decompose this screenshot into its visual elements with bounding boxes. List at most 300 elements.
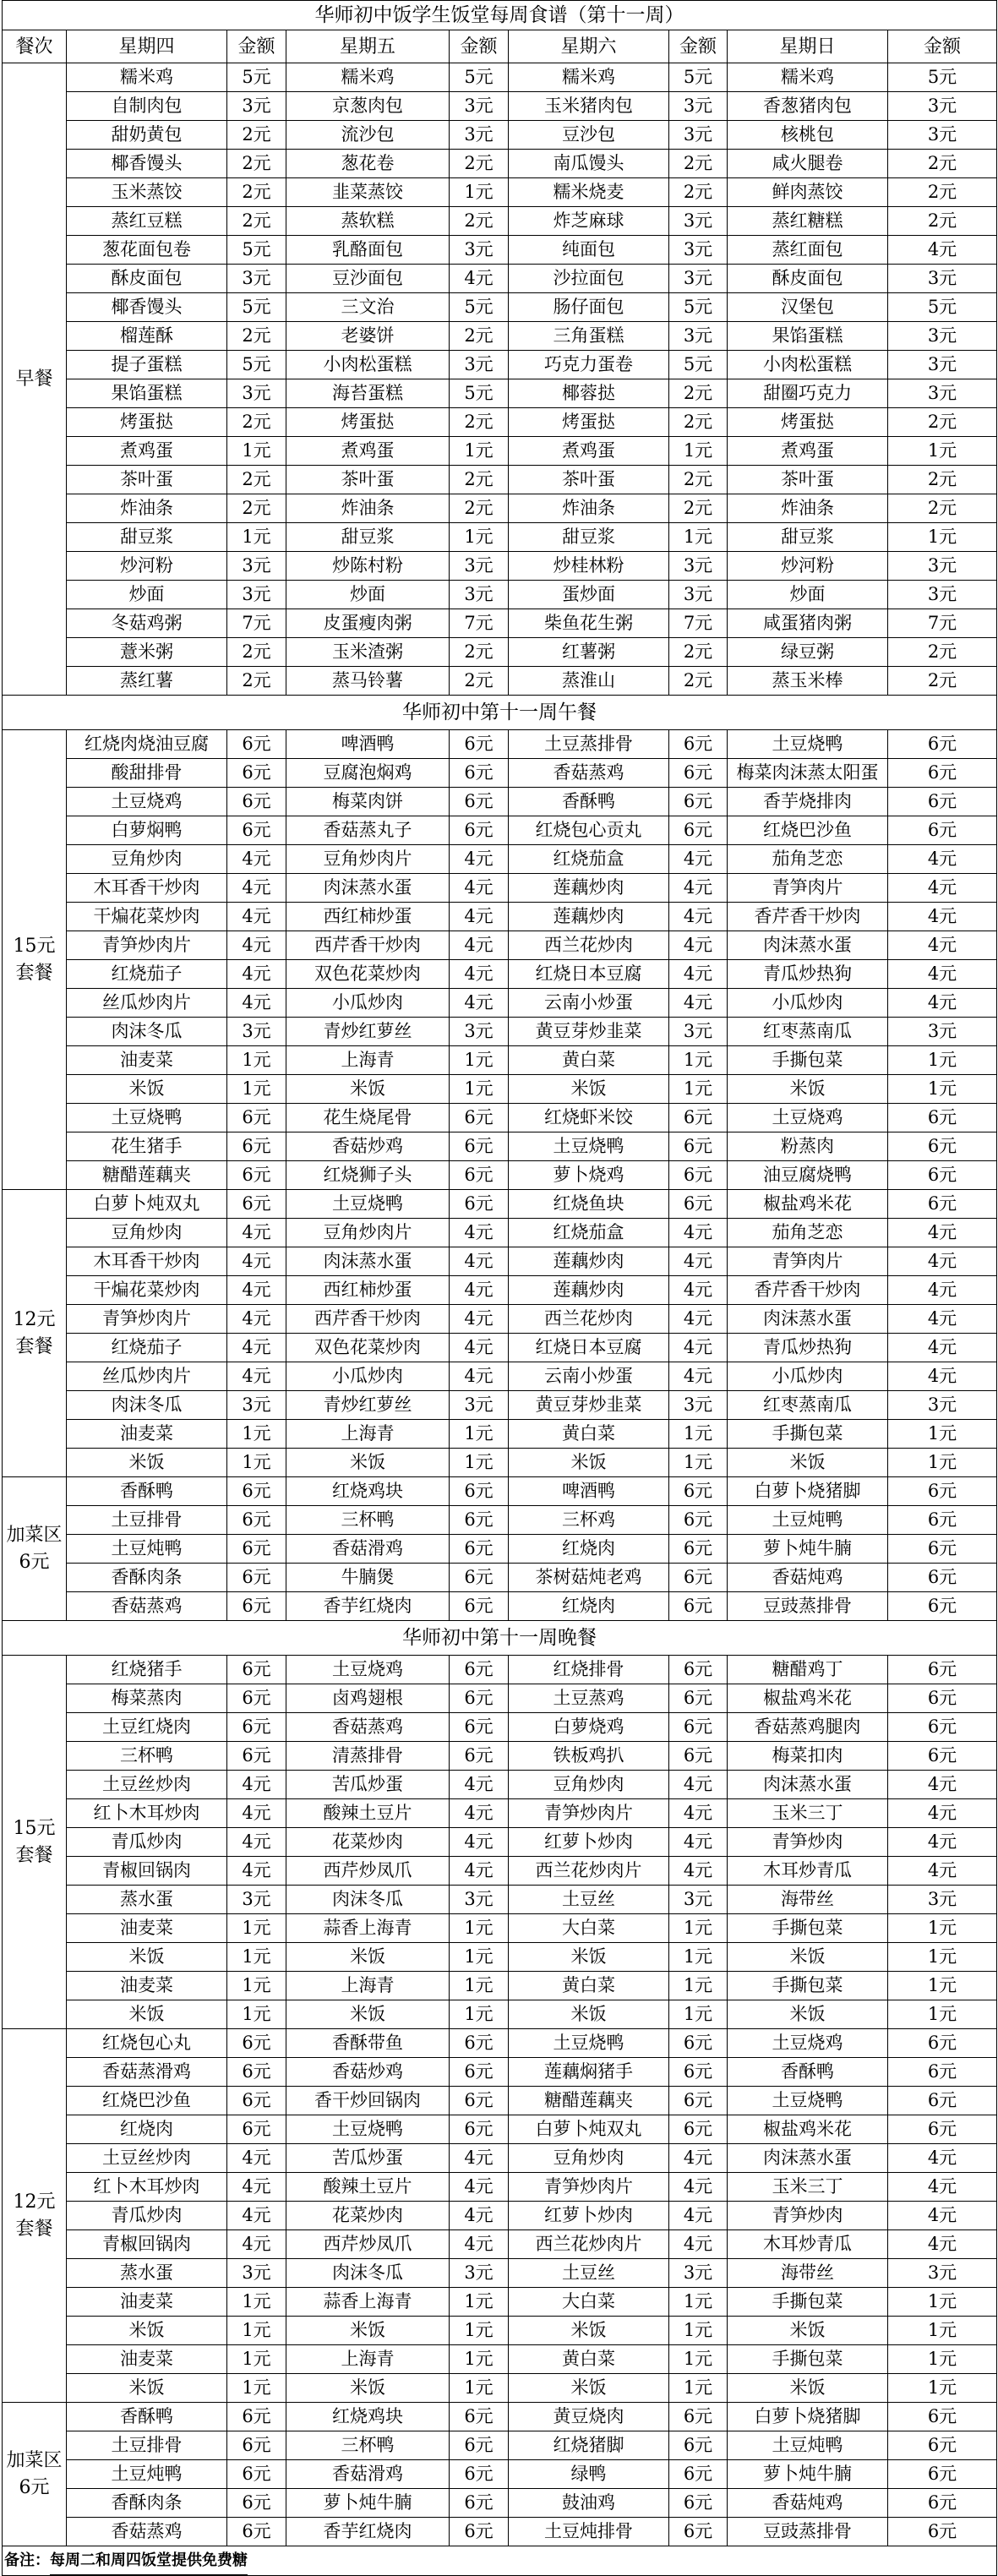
dish-price: 4元 [227,1362,286,1391]
dish-price: 2元 [450,667,509,696]
dish-price: 4元 [888,1828,997,1857]
dish-price: 3元 [888,2259,997,2288]
dish-price: 6元 [227,1104,286,1132]
dish-name: 红烧茄盒 [509,1219,669,1247]
dish-price: 6元 [450,1742,509,1771]
dish-price: 6元 [669,730,728,759]
dish-name: 西芹香干炒肉 [286,1305,450,1334]
dish-name: 红萝卜炒肉 [509,2202,669,2230]
dish-name: 鼓油鸡 [509,2489,669,2518]
dish-price: 1元 [227,2374,286,2403]
meal-category: 15元套餐 [3,730,67,1190]
dish-price: 4元 [669,2144,728,2173]
dish-price: 6元 [669,1742,728,1771]
dish-price: 1元 [450,1972,509,2000]
dish-price: 1元 [888,1943,997,1972]
dish-name: 土豆炖鸭 [67,1535,227,1564]
dish-name: 土豆丝 [509,1886,669,1914]
column-header: 星期四 [67,30,227,63]
dish-name: 烤蛋挞 [509,408,669,437]
dish-name: 南瓜馒头 [509,150,669,178]
dish-name: 小肉松蛋糕 [728,351,888,379]
dish-name: 油麦菜 [67,2345,227,2374]
dish-name: 肉沫蒸水蛋 [728,2144,888,2173]
dish-price: 3元 [450,121,509,150]
dish-price: 3元 [669,236,728,265]
dish-name: 啤酒鸭 [286,730,450,759]
dish-price: 2元 [669,638,728,667]
dish-price: 1元 [888,2317,997,2345]
dish-price: 6元 [669,2087,728,2115]
dish-name: 米饭 [286,2374,450,2403]
dish-name: 青笋炒肉片 [509,2173,669,2202]
dish-price: 4元 [888,1799,997,1828]
dish-price: 6元 [888,2403,997,2431]
dish-name: 青笋肉片 [728,1247,888,1276]
dish-name: 三杯鸭 [67,1742,227,1771]
dish-name: 红烧肉 [509,1535,669,1564]
dish-price: 6元 [450,2115,509,2144]
dish-name: 花菜炒肉 [286,2202,450,2230]
meal-category: 12元套餐 [3,2029,67,2403]
dish-price: 3元 [888,322,997,351]
dish-price: 6元 [450,1656,509,1684]
dish-name: 海苔蛋糕 [286,379,450,408]
dish-name: 蒸水蛋 [67,2259,227,2288]
dish-name: 蒸红糖糕 [728,207,888,236]
dish-name: 青笋炒肉片 [67,931,227,960]
table-row [3,1713,997,1742]
dish-name: 莲藕炒肉 [509,903,669,931]
dish-name: 青笋炒肉片 [67,1305,227,1334]
dish-name: 椰香馒头 [67,150,227,178]
dish-price: 4元 [669,2202,728,2230]
dish-name: 香酥肉条 [67,1564,227,1592]
dish-price: 4元 [450,265,509,293]
dish-price: 6元 [669,788,728,816]
dish-price: 4元 [888,236,997,265]
dish-price: 6元 [227,2403,286,2431]
dish-name: 大白菜 [509,1914,669,1943]
dish-price: 3元 [227,552,286,581]
table-row [3,1506,997,1535]
dish-price: 4元 [450,1828,509,1857]
dish-price: 3元 [669,2259,728,2288]
dish-price: 4元 [227,2230,286,2259]
dish-name: 牛腩煲 [286,1564,450,1592]
table-row [3,1305,997,1334]
dish-name: 白萝烧鸡 [509,1713,669,1742]
dish-name: 上海青 [286,1420,450,1449]
dish-price: 4元 [669,931,728,960]
dish-price: 4元 [669,2173,728,2202]
dish-price: 4元 [450,2230,509,2259]
dish-price: 2元 [450,322,509,351]
dish-price: 1元 [450,1046,509,1075]
meal-category: 加菜区6元 [3,2403,67,2546]
dish-name: 蒸淮山 [509,667,669,696]
dish-name: 三杯鸭 [286,1506,450,1535]
dish-price: 4元 [669,960,728,989]
dish-price: 5元 [888,293,997,322]
section-heading-row [3,696,997,730]
dish-name: 香芹香干炒肉 [728,1276,888,1305]
dish-price: 4元 [888,1305,997,1334]
meal-category: 15元套餐 [3,1656,67,2029]
dish-price: 6元 [888,1104,997,1132]
dish-price: 3元 [227,1391,286,1420]
dish-name: 茄角芝恋 [728,1219,888,1247]
table-row [3,437,997,466]
dish-price: 6元 [669,2489,728,2518]
dish-name: 青笋炒肉片 [509,1799,669,1828]
dish-price: 6元 [888,1506,997,1535]
dish-name: 豆角炒肉 [67,845,227,874]
dish-name: 红烧日本豆腐 [509,1334,669,1362]
column-header: 餐次 [3,30,67,63]
dish-price: 1元 [669,1420,728,1449]
title-row [3,1,997,30]
dish-name: 西芹炒凤爪 [286,1857,450,1886]
dish-price: 4元 [450,1276,509,1305]
dish-name: 土豆烧鸭 [286,2115,450,2144]
column-header: 星期六 [509,30,669,63]
dish-name: 蒸玉米棒 [728,667,888,696]
dish-name: 土豆烧鸭 [286,1190,450,1219]
dish-name: 蒸水蛋 [67,1886,227,1914]
dish-name: 榴莲酥 [67,322,227,351]
dish-price: 1元 [450,2317,509,2345]
dish-name: 糖醋莲藕夹 [509,2087,669,2115]
dish-name: 红烧肉烧油豆腐 [67,730,227,759]
dish-price: 3元 [450,92,509,121]
dish-name: 香菇滑鸡 [286,2460,450,2489]
dish-price: 1元 [227,2000,286,2029]
table-row [3,581,997,609]
dish-price: 4元 [888,874,997,903]
dish-name: 糖醋鸡丁 [728,1656,888,1684]
dish-name: 土豆烧鸭 [728,2087,888,2115]
dish-price: 6元 [450,1190,509,1219]
dish-price: 1元 [669,1943,728,1972]
dish-price: 1元 [227,1972,286,2000]
table-row [3,2087,997,2115]
dish-price: 6元 [888,1656,997,1684]
dish-name: 烤蛋挞 [728,408,888,437]
dish-price: 6元 [888,1535,997,1564]
dish-price: 2元 [227,667,286,696]
dish-name: 米饭 [509,2000,669,2029]
dish-price: 2元 [888,178,997,207]
dish-name: 青瓜炒肉 [67,1828,227,1857]
dish-name: 小瓜炒肉 [728,1362,888,1391]
dish-name: 手撕包菜 [728,2345,888,2374]
table-row [3,379,997,408]
dish-name: 香菇蒸鸡 [286,1713,450,1742]
dish-price: 1元 [227,1075,286,1104]
dish-price: 4元 [227,1857,286,1886]
dish-name: 双色花菜炒肉 [286,960,450,989]
dish-name: 土豆烧鸭 [509,1132,669,1161]
dish-name: 糯米烧麦 [509,178,669,207]
dish-name: 酥皮面包 [728,265,888,293]
dish-price: 1元 [669,2317,728,2345]
dish-name: 三杯鸡 [509,1506,669,1535]
section-heading: 华师初中第十一周午餐 [3,696,997,730]
dish-name: 土豆炖鸭 [67,2460,227,2489]
dish-name: 红烧排骨 [509,1656,669,1684]
dish-price: 6元 [888,2431,997,2460]
dish-name: 玉米渣粥 [286,638,450,667]
dish-name: 韭菜蒸饺 [286,178,450,207]
dish-price: 4元 [669,1334,728,1362]
dish-price: 6元 [227,1564,286,1592]
dish-name: 苦瓜炒蛋 [286,1771,450,1799]
dish-name: 米饭 [286,2000,450,2029]
dish-name: 香酥带鱼 [286,2029,450,2058]
dish-price: 4元 [669,874,728,903]
dish-price: 1元 [888,2288,997,2317]
dish-name: 豆角炒肉片 [286,845,450,874]
dish-name: 青椒回锅肉 [67,2230,227,2259]
dish-price: 4元 [227,1771,286,1799]
dish-price: 4元 [227,1799,286,1828]
dish-price: 2元 [450,408,509,437]
dish-price: 4元 [888,2202,997,2230]
dish-name: 蒸马铃薯 [286,667,450,696]
dish-price: 6元 [669,1535,728,1564]
dish-price: 1元 [450,2288,509,2317]
column-header: 星期五 [286,30,450,63]
dish-name: 黄白菜 [509,1972,669,2000]
dish-price: 3元 [227,379,286,408]
dish-name: 油麦菜 [67,1046,227,1075]
column-header: 金额 [227,30,286,63]
dish-price: 4元 [888,931,997,960]
dish-name: 西兰花炒肉片 [509,2230,669,2259]
dish-name: 萝卜炖牛腩 [286,2489,450,2518]
dish-price: 6元 [669,2431,728,2460]
dish-name: 茶叶蛋 [286,466,450,494]
dish-price: 6元 [450,2029,509,2058]
dish-name: 炸油条 [728,494,888,523]
dish-name: 蒸红豆糕 [67,207,227,236]
dish-price: 2元 [888,408,997,437]
dish-name: 萝卜炖牛腩 [728,1535,888,1564]
dish-price: 4元 [888,845,997,874]
dish-price: 6元 [888,1190,997,1219]
dish-name: 茶树菇炖老鸡 [509,1564,669,1592]
dish-price: 3元 [888,351,997,379]
dish-price: 1元 [888,2000,997,2029]
dish-name: 香菇蒸丸子 [286,816,450,845]
table-row [3,1190,997,1219]
dish-name: 米饭 [728,1075,888,1104]
dish-price: 1元 [669,1914,728,1943]
dish-price: 6元 [450,816,509,845]
dish-name: 米饭 [286,1943,450,1972]
dish-name: 老婆饼 [286,322,450,351]
dish-name: 红烧肉 [509,1592,669,1621]
dish-price: 4元 [450,1334,509,1362]
dish-name: 豆角炒肉片 [286,1219,450,1247]
dish-name: 丝瓜炒肉片 [67,1362,227,1391]
dish-price: 2元 [227,121,286,150]
dish-name: 玉米猪肉包 [509,92,669,121]
dish-name: 西红柿炒蛋 [286,903,450,931]
dish-price: 6元 [450,2431,509,2460]
table-row [3,1362,997,1391]
dish-name: 手撕包菜 [728,1972,888,2000]
dish-name: 肠仔面包 [509,293,669,322]
dish-price: 4元 [450,845,509,874]
dish-name: 云南小炒蛋 [509,1362,669,1391]
dish-name: 葱花面包卷 [67,236,227,265]
dish-name: 米饭 [67,2317,227,2345]
dish-price: 5元 [227,351,286,379]
dish-name: 木耳香干炒肉 [67,1247,227,1276]
dish-price: 4元 [450,2202,509,2230]
dish-price: 3元 [669,1018,728,1046]
dish-name: 黄豆芽炒韭菜 [509,1391,669,1420]
dish-name: 手撕包菜 [728,2288,888,2317]
dish-price: 5元 [227,293,286,322]
dish-price: 6元 [450,1477,509,1506]
dish-price: 6元 [669,2518,728,2546]
dish-price: 5元 [669,293,728,322]
dish-name: 小瓜炒肉 [286,1362,450,1391]
table-row [3,2489,997,2518]
dish-name: 油麦菜 [67,1972,227,2000]
dish-price: 1元 [227,1914,286,1943]
dish-price: 4元 [227,1305,286,1334]
dish-price: 6元 [227,1592,286,1621]
dish-price: 6元 [450,1132,509,1161]
dish-price: 6元 [450,2403,509,2431]
dish-price: 1元 [450,178,509,207]
weekly-menu-table [2,0,997,2576]
dish-price: 4元 [227,845,286,874]
dish-price: 6元 [450,1161,509,1190]
dish-name: 米饭 [509,2317,669,2345]
dish-name: 蒸红薯 [67,667,227,696]
table-row [3,265,997,293]
dish-name: 红烧茄子 [67,960,227,989]
dish-name: 米饭 [286,1449,450,1477]
dish-name: 土豆丝 [509,2259,669,2288]
dish-name: 土豆烧鸡 [67,788,227,816]
dish-price: 6元 [888,730,997,759]
table-row [3,2374,997,2403]
dish-price: 6元 [888,1713,997,1742]
dish-name: 青瓜炒热狗 [728,1334,888,1362]
table-row [3,1449,997,1477]
table-row [3,92,997,121]
dish-price: 6元 [227,1132,286,1161]
dish-price: 6元 [888,2115,997,2144]
table-row [3,638,997,667]
dish-price: 1元 [227,1420,286,1449]
table-row [3,2288,997,2317]
dish-price: 6元 [888,1684,997,1713]
dish-price: 4元 [227,874,286,903]
dish-price: 6元 [450,1535,509,1564]
dish-name: 海带丝 [728,1886,888,1914]
dish-price: 2元 [669,494,728,523]
dish-name: 油麦菜 [67,2288,227,2317]
dish-name: 西兰花炒肉片 [509,1857,669,1886]
dish-name: 香酥鸭 [67,2403,227,2431]
dish-price: 6元 [227,2489,286,2518]
dish-price: 6元 [888,788,997,816]
dish-price: 3元 [450,351,509,379]
dish-name: 肉沫冬瓜 [67,1018,227,1046]
dish-price: 6元 [669,1190,728,1219]
dish-price: 2元 [888,494,997,523]
dish-price: 4元 [227,989,286,1018]
dish-name: 米饭 [509,2374,669,2403]
table-row [3,1132,997,1161]
column-header: 金额 [450,30,509,63]
dish-name: 萝卜烧鸡 [509,1161,669,1190]
dish-name: 红卜木耳炒肉 [67,1799,227,1828]
dish-name: 红烧虾米饺 [509,1104,669,1132]
table-row [3,1075,997,1104]
dish-price: 3元 [450,2259,509,2288]
note-cell [3,2546,997,2576]
table-row [3,2202,997,2230]
dish-name: 油麦菜 [67,1420,227,1449]
dish-price: 6元 [450,788,509,816]
dish-price: 2元 [450,494,509,523]
dish-name: 酥皮面包 [67,265,227,293]
dish-name: 黄白菜 [509,1046,669,1075]
dish-price: 4元 [669,903,728,931]
dish-price: 6元 [227,2058,286,2087]
dish-price: 6元 [888,2489,997,2518]
dish-name: 土豆炖鸭 [728,1506,888,1535]
table-row [3,236,997,265]
dish-price: 6元 [669,1506,728,1535]
dish-name: 红烧巴沙鱼 [67,2087,227,2115]
table-row [3,293,997,322]
dish-name: 木耳炒青瓜 [728,1857,888,1886]
dish-name: 青瓜炒肉 [67,2202,227,2230]
column-header: 金额 [888,30,997,63]
dish-name: 土豆蒸鸡 [509,1684,669,1713]
dish-name: 香酥鸭 [67,1477,227,1506]
dish-price: 6元 [888,2087,997,2115]
dish-name: 豆腐泡焖鸡 [286,759,450,788]
dish-price: 1元 [669,523,728,552]
dish-name: 油豆腐烧鸭 [728,1161,888,1190]
table-row [3,1684,997,1713]
dish-price: 6元 [227,816,286,845]
dish-price: 2元 [227,408,286,437]
dish-name: 红烧狮子头 [286,1161,450,1190]
dish-name: 双色花菜炒肉 [286,1334,450,1362]
dish-name: 米饭 [728,1943,888,1972]
dish-price: 2元 [888,667,997,696]
dish-name: 红烧巴沙鱼 [728,816,888,845]
table-row [3,552,997,581]
dish-name: 青笋炒肉 [728,1828,888,1857]
dish-price: 6元 [669,2058,728,2087]
dish-name: 米饭 [509,1943,669,1972]
dish-price: 3元 [669,552,728,581]
dish-name: 卤鸡翅根 [286,1684,450,1713]
dish-name: 清蒸排骨 [286,1742,450,1771]
